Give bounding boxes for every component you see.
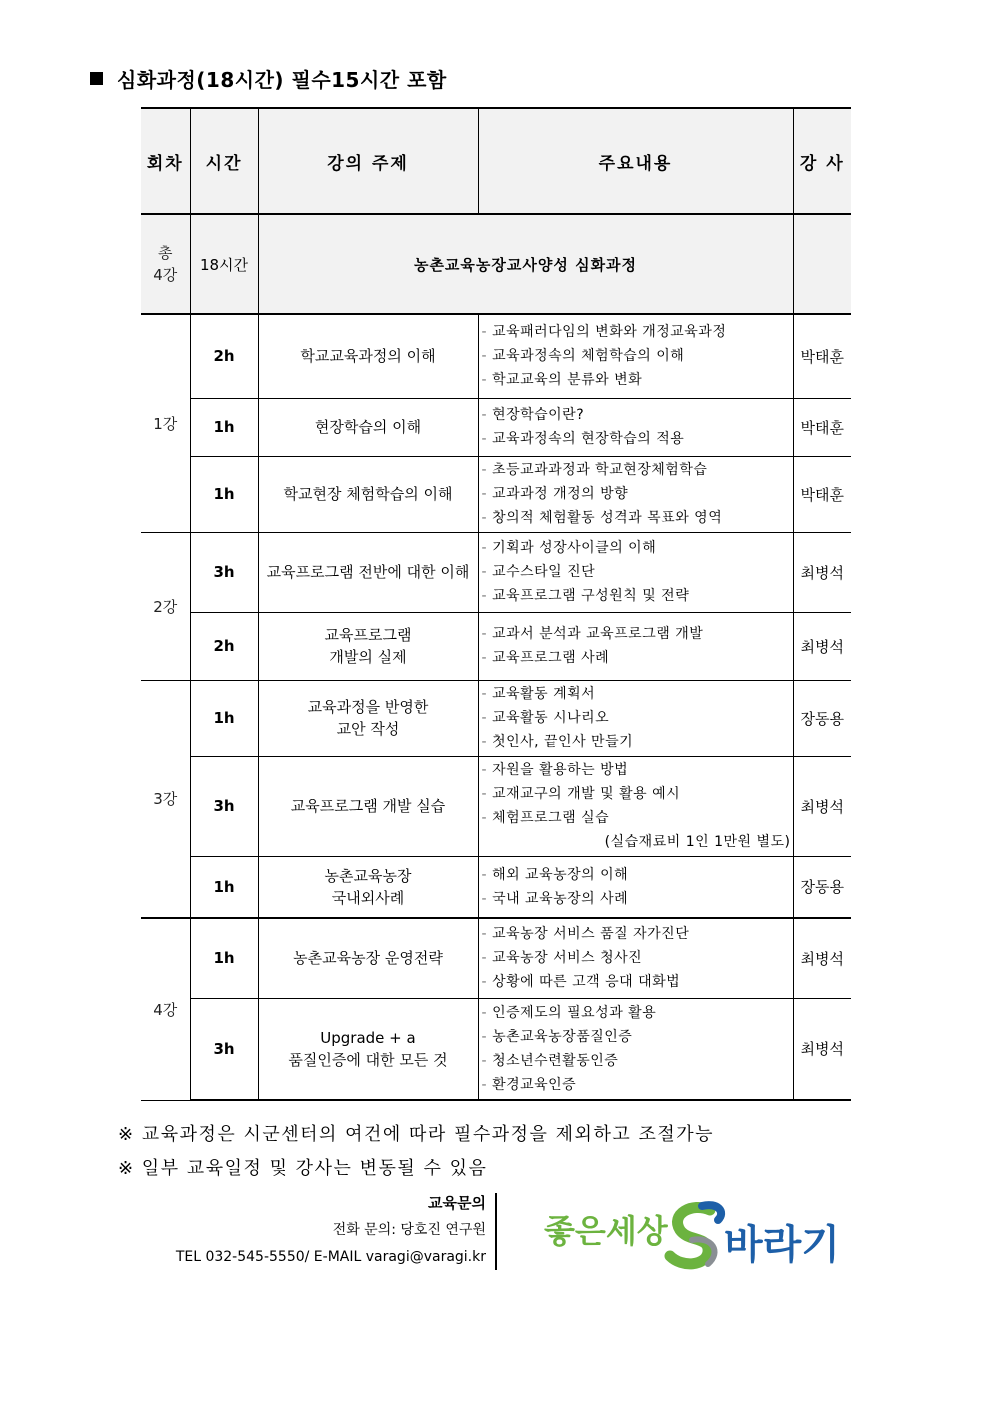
header-session: 회차 [141, 108, 190, 214]
contact-divider [495, 1193, 497, 1270]
content-item: - 상황에 따른 고객 응대 대화법 [481, 974, 681, 991]
logo-right-text: 바라기 [724, 1222, 840, 1268]
lecture-hours: 1h [190, 918, 258, 998]
total-row [141, 214, 851, 314]
content-item: - 교육프로그램 구성원칙 및 전략 [481, 588, 690, 604]
lecture-content [478, 314, 793, 398]
dash-bullet-icon: - [481, 686, 488, 702]
header-row [141, 108, 851, 214]
lecture-instructor: 최병석 [793, 756, 851, 856]
dash-bullet-icon: - [481, 348, 488, 365]
dash-bullet-icon: - [481, 588, 488, 604]
lecture-topic: 농촌교육농장 운영전략 [258, 918, 478, 998]
dash-bullet-icon: - [481, 486, 488, 502]
lecture-instructor: 박태훈 [793, 456, 851, 532]
dash-bullet-icon: - [481, 926, 488, 943]
dash-bullet-icon: - [481, 372, 488, 389]
lecture-topic: 학교교육과정의 이해 [258, 314, 478, 398]
lecture-row [141, 612, 851, 680]
dash-bullet-icon: - [481, 1028, 488, 1045]
content-item: - 환경교육인증 [481, 1076, 577, 1093]
content-item: - 교육농장 서비스 청사진 [481, 950, 643, 967]
contact-tel-email: TEL 032-545-5550/ E-MAIL varagi@varagi.kr [175, 1249, 486, 1265]
content-item: - 교육농장 서비스 품질 자가진단 [481, 926, 690, 943]
lecture-row [141, 856, 851, 918]
dash-bullet-icon: - [481, 974, 488, 991]
lecture-topic: 학교현장 체험학습의 이해 [258, 456, 478, 532]
content-item: - 청소년수련활동인증 [481, 1052, 619, 1069]
dash-bullet-icon: - [481, 710, 488, 726]
content-item: - 현장학습이란? [481, 407, 585, 423]
content-item: - 교육활동 계획서 [481, 686, 596, 702]
lecture-topic: Upgrade + a 품질인증에 대한 모든 것 [258, 998, 478, 1100]
content-item: - 해외 교육농장의 이해 [481, 866, 629, 883]
lecture-topic: 교육프로그램 개발의 실제 [258, 612, 478, 680]
lecture-instructor: 장동용 [793, 680, 851, 756]
lecture-instructor: 최병석 [793, 998, 851, 1100]
content-item: - 교육활동 시나리오 [481, 710, 610, 726]
curriculum-table [141, 107, 851, 1101]
dash-bullet-icon: - [481, 431, 488, 447]
dash-bullet-icon: - [481, 510, 488, 526]
contact-phone: 전화 문의: 당호진 연구원 [332, 1222, 486, 1238]
content-item: - 체험프로그램 실습 [481, 810, 610, 826]
total-time: 18시간 [190, 214, 258, 314]
lecture-hours: 3h [190, 998, 258, 1100]
lecture-content [478, 856, 793, 918]
lecture-topic: 교육프로그램 전반에 대한 이해 [258, 532, 478, 612]
lecture-content [478, 756, 793, 856]
total-session: 총 4강 [141, 214, 190, 314]
content-item: - 창의적 체험활동 성격과 목표와 영역 [481, 510, 723, 526]
varagi-logo [542, 1192, 857, 1272]
dash-bullet-icon: - [481, 950, 488, 967]
lecture-instructor: 최병석 [793, 532, 851, 612]
lecture-row [141, 756, 851, 856]
content-item: - 교육과정속의 체험학습의 이해 [481, 348, 685, 365]
dash-bullet-icon: - [481, 650, 488, 666]
lecture-topic: 현장학습의 이해 [258, 398, 478, 456]
lecture-hours: 2h [190, 314, 258, 398]
lecture-hours: 1h [190, 856, 258, 918]
header-content: 주요내용 [478, 108, 793, 214]
lecture-instructor: 박태훈 [793, 398, 851, 456]
lecture-hours: 2h [190, 612, 258, 680]
content-item: - 교육패러다임의 변화와 개정교육과정 [481, 324, 727, 341]
lecture-instructor: 장동용 [793, 856, 851, 918]
lecture-label: 3강 [141, 680, 190, 918]
content-note: (실습재료비 1인 1만원 별도) [604, 834, 791, 850]
note-2: ※ 일부 교육일정 및 강사는 변동될 수 있음 [118, 1158, 488, 1179]
lecture-instructor: 최병석 [793, 612, 851, 680]
lecture-instructor: 최병석 [793, 918, 851, 998]
contact-info [140, 1190, 486, 1271]
s-swirl-icon [670, 1205, 721, 1264]
dash-bullet-icon: - [481, 1052, 488, 1069]
lecture-row [141, 680, 851, 756]
dash-bullet-icon: - [481, 762, 488, 778]
lecture-topic: 교육프로그램 개발 실습 [258, 756, 478, 856]
lecture-topic: 교육과정을 반영한 교안 작성 [258, 680, 478, 756]
header-topic: 강의 주제 [258, 108, 478, 214]
course-title: 농촌교육농장교사양성 심화과정 [258, 214, 793, 314]
content-item: - 교과과정 개정의 방향 [481, 486, 629, 502]
lecture-content [478, 456, 793, 532]
lecture-row [141, 456, 851, 532]
lecture-content [478, 680, 793, 756]
square-bullet-icon [90, 72, 103, 85]
dash-bullet-icon: - [481, 810, 488, 826]
content-item: - 초등교과과정과 학교현장체험학습 [481, 462, 708, 478]
lecture-content [478, 998, 793, 1100]
lecture-row [141, 314, 851, 398]
dash-bullet-icon: - [481, 734, 488, 750]
header-instructor: 강 사 [793, 108, 851, 214]
heading-text: 심화과정(18시간) 필수15시간 포함 [117, 68, 447, 92]
lecture-label: 1강 [141, 314, 190, 532]
lecture-content [478, 532, 793, 612]
content-item: - 교과서 분석과 교육프로그램 개발 [481, 626, 704, 642]
dash-bullet-icon: - [481, 786, 488, 802]
content-item: - 자원을 활용하는 방법 [481, 762, 629, 778]
lecture-hours: 1h [190, 456, 258, 532]
total-instructor [793, 214, 851, 314]
content-item: - 교수스타일 진단 [481, 564, 596, 580]
lecture-label: 2강 [141, 532, 190, 680]
lecture-content [478, 612, 793, 680]
lecture-label: 4강 [141, 918, 190, 1100]
lecture-hours: 3h [190, 756, 258, 856]
lecture-instructor: 박태훈 [793, 314, 851, 398]
dash-bullet-icon: - [481, 1076, 488, 1093]
content-item: - 첫인사, 끝인사 만들기 [481, 734, 634, 750]
dash-bullet-icon: - [481, 324, 488, 341]
lecture-topic: 농촌교육농장 국내외사례 [258, 856, 478, 918]
content-item: - 농촌교육농장품질인증 [481, 1028, 633, 1045]
dash-bullet-icon: - [481, 866, 488, 883]
content-item: - 국내 교육농장의 사례 [481, 890, 629, 907]
notes [118, 1118, 714, 1186]
dash-bullet-icon: - [481, 890, 488, 907]
dash-bullet-icon: - [481, 462, 488, 478]
note-1: ※ 교육과정은 시군센터의 여건에 따라 필수과정을 제외하고 조절가능 [118, 1124, 714, 1145]
lecture-row [141, 918, 851, 998]
lecture-hours: 1h [190, 680, 258, 756]
header-time: 시간 [190, 108, 258, 214]
content-item: - 교육프로그램 사례 [481, 650, 610, 666]
section-heading [90, 64, 447, 93]
content-item: - 교재교구의 개발 및 활용 예시 [481, 786, 681, 802]
dash-bullet-icon: - [481, 564, 488, 580]
dash-bullet-icon: - [481, 407, 488, 423]
lecture-content [478, 918, 793, 998]
content-item: - 인증제도의 필요성과 활용 [481, 1004, 657, 1021]
dash-bullet-icon: - [481, 540, 488, 556]
dash-bullet-icon: - [481, 1004, 488, 1021]
lecture-row [141, 532, 851, 612]
content-item: - 교육과정속의 현장학습의 적용 [481, 431, 685, 447]
lecture-row [141, 998, 851, 1100]
content-item: - 기획과 성장사이클의 이해 [481, 540, 657, 556]
lecture-hours: 3h [190, 532, 258, 612]
lecture-content [478, 398, 793, 456]
logo-left-text: 좋은세상 [544, 1212, 668, 1250]
lecture-row [141, 398, 851, 456]
contact-title: 교육문의 [428, 1194, 486, 1212]
dash-bullet-icon: - [481, 626, 488, 642]
content-item: - 학교교육의 분류와 변화 [481, 372, 643, 389]
lecture-hours: 1h [190, 398, 258, 456]
